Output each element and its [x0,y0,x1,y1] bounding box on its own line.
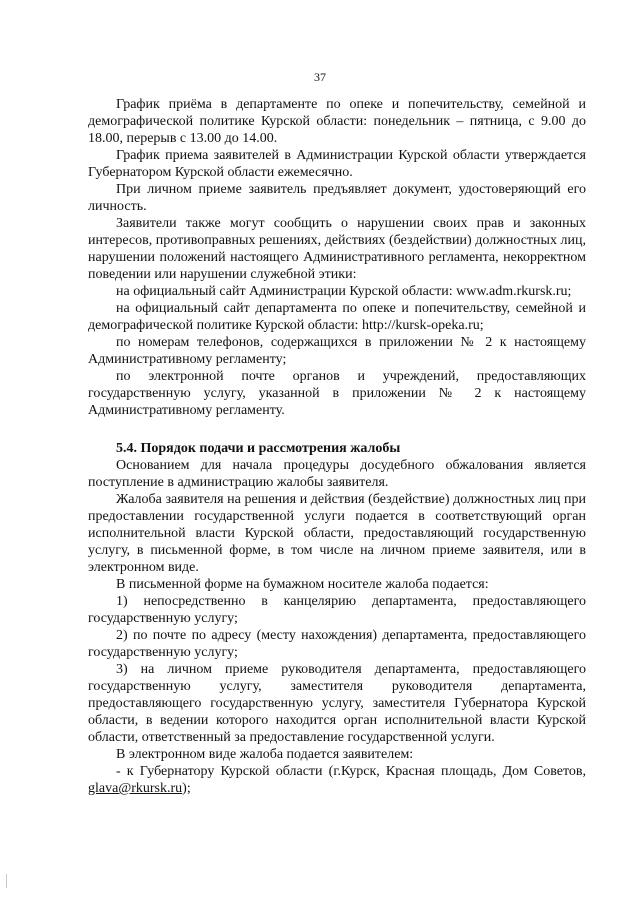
paragraph: В электронном виде жалоба подается заявителем: [116,747,414,762]
paragraph: График приёма в департаменте по опеке и попечительству, семейной и демографической политике Курской области: понедельник – пятница, с 9.00 до 18.00, перерыв с 13.00 до 14.00. [88,97,586,146]
paragraph: на официальный сайт департамента по опеке и попечительству, семейной и демографической политике Курской области: http://kursk-opeka.ru; [88,301,586,333]
section-heading: 5.4. Порядок подачи и рассмотрения жалобы [116,441,401,456]
paragraph-governor-address [88,763,586,797]
paragraph: 1) непосредственно в канцелярию департамента, предоставляющего государственную услугу; [88,594,586,626]
email-link[interactable]: glava@rkursk.ru [88,781,183,796]
paragraph: Основанием для начала процедуры досудебного обжалования является поступление в администрацию жалобы заявителя. [88,458,586,490]
paragraph: В письменной форме на бумажном носителе жалоба подается: [116,577,489,592]
scan-edge-mark [6,874,7,888]
paragraph: на официальный сайт Администрации Курской области: www.adm.rkursk.ru; [116,284,572,299]
paragraph: Заявители также могут сообщить о нарушении своих прав и законных интересов, противоправных решениях, действиях (бездействии) должностных лиц, нарушении положений настоящего Административного регламента, некорректном поведении или нарушении служебной этики: [88,216,586,282]
paragraph: по электронной почте органов и учреждений, предоставляющих государственную услугу, указанной в приложении № 2 к настоящему Административному регламенту. [88,369,586,418]
page-number: 37 [314,70,326,84]
paragraph: При личном приеме заявитель предъявляет документ, удостоверяющий его личность. [88,182,586,214]
paragraph: График приема заявителей в Администрации Курской области утверждается Губернатором Курской области ежемесячно. [88,148,586,180]
paragraph: 2) по почте по адресу (месту нахождения) департамента, предоставляющего государственную услугу; [88,628,586,660]
paragraph: Жалоба заявителя на решения и действия (бездействие) должностных лиц при предоставлении государственной услуги подается в соответствующий орган исполнительной власти Курской области, предоставляющий государственную услугу, в письменной форме, в том числе на личном приеме заявителя, или в электронном виде. [88,492,586,575]
paragraph: по номерам телефонов, содержащихся в приложении № 2 к настоящему Административному регламенту; [88,335,586,367]
address-text: - к Губернатору Курской области (г.Курск, Красная площадь, Дом Советов, [116,764,586,779]
address-suffix: ); [182,781,191,796]
paragraph: 3) на личном приеме руководителя департамента, предоставляющего государственную услугу, заместителя руководителя департамента, предоставляющего государственную услугу, заместителя Губернатора Курской области, в ведении которого находится орган исполнительной власти Курской области, ответственный за предоставление государственной услуги. [88,662,586,745]
document-body [88,96,586,797]
